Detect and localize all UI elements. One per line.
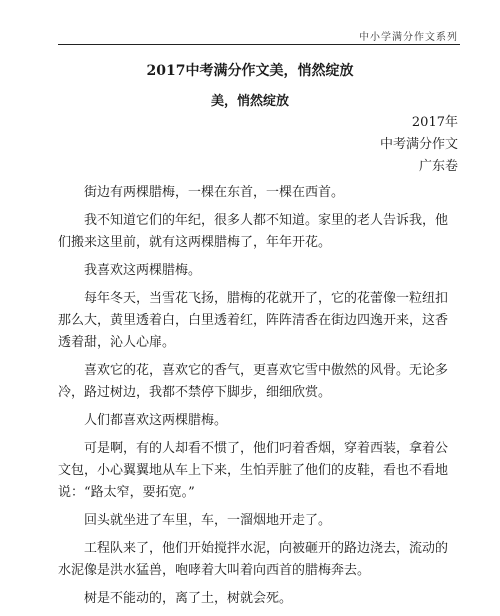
meta-region: 广东卷 xyxy=(418,159,458,174)
paragraph: 喜欢它的花，喜欢它的香气，更喜欢它雪中傲然的风骨。无论多冷，路过树边，我都不禁停下脚步，细细欣赏。 xyxy=(58,363,449,400)
paragraph: 工程队来了，他们开始搅拌水泥，向被砸开的路边浇去，流动的水泥像是洪水猛兽，咆哮着大叫着向西首的腊梅奔去。 xyxy=(58,541,449,578)
meta-category: 中考满分作文 xyxy=(379,137,458,152)
paragraph: 回头就坐进了车里，车，一溜烟地开走了。 xyxy=(84,513,332,528)
paragraph: 我喜欢这两棵腊梅。 xyxy=(84,263,202,278)
document-body xyxy=(58,182,458,616)
paragraph: 树是不能动的，离了土，树就会死。 xyxy=(84,591,293,606)
paragraph: 可是啊，有的人却看不惯了，他们叼着香烟，穿着西装，拿着公文包，小心翼翼地从车上下来，生怕弄脏了他们的皮鞋，看也不看地说：“路太窄，要拓宽。” xyxy=(58,441,449,500)
meta-year: 2017年 xyxy=(411,115,458,130)
paragraph: 人们都喜欢这两棵腊梅。 xyxy=(84,413,228,428)
document-title: 2017中考满分作文美，悄然绽放 xyxy=(146,63,354,79)
document-subtitle: 美，悄然绽放 xyxy=(210,94,289,109)
header-rule xyxy=(58,44,460,45)
document-meta xyxy=(380,112,458,178)
paragraph: 我不知道它们的年纪，很多人都不知道。家里的老人告诉我，他们搬来这里前，就有这两棵腊梅了，年年开花。 xyxy=(58,213,449,250)
running-header: 中小学满分作文系列 xyxy=(359,32,458,43)
paragraph: 每年冬天，当雪花飞扬，腊梅的花就开了，它的花蕾像一粒纽扣那么大，黄里透着白，白里透着红，阵阵清香在街边四逸开来，这香透着甜，沁人心扉。 xyxy=(58,291,449,350)
paragraph: 街边有两棵腊梅，一棵在东首，一棵在西首。 xyxy=(84,185,345,200)
